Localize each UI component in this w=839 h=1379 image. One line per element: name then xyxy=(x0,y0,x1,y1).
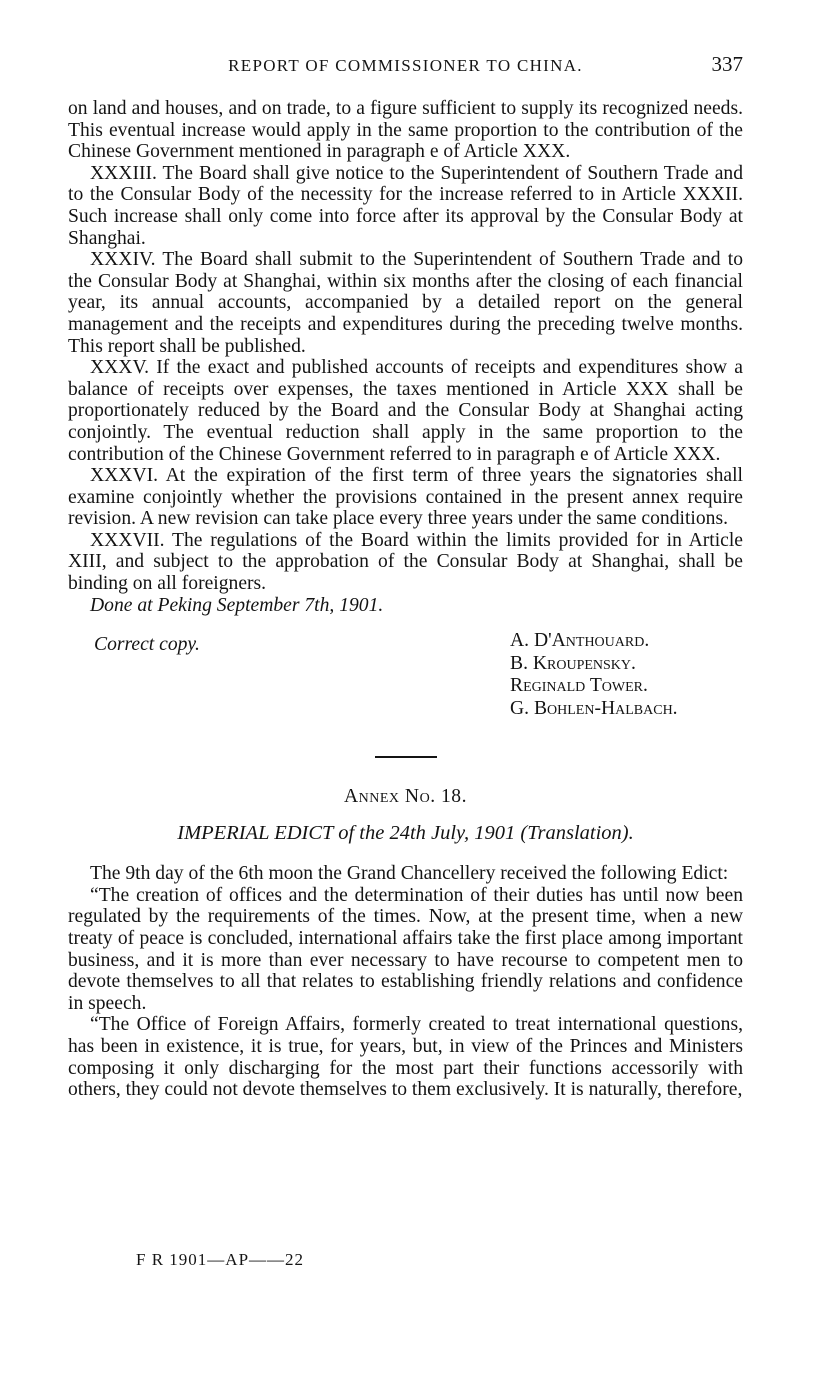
done-at-line: Done at Peking September 7th, 1901. xyxy=(90,594,384,616)
paragraph-continuation: on land and houses, and on trade, to a figure sufficient to supply its recognized needs. This eventual increase would apply in the same proportion to the contribution of the Chinese Government mentioned in paragraph e of Article XXX. xyxy=(68,98,743,163)
edict-title: IMPERIAL EDICT of the 24th July, 1901 (Translation). xyxy=(177,822,634,845)
article-xxxvii: XXXVII. The regulations of the Board within the limits provided for in Article XIII, and subject to the approbation of the Consular Body at Shanghai, shall be binding on all foreigners. xyxy=(68,529,743,595)
section-divider xyxy=(375,756,437,758)
signatory: Reginald Tower. xyxy=(510,675,648,697)
signature-mark: F R 1901—AP——22 xyxy=(136,1250,305,1269)
signatory: A. D'Anthouard. xyxy=(510,630,650,652)
signatory-list xyxy=(510,630,678,720)
signature-block xyxy=(68,630,743,728)
header-title: REPORT OF COMMISSIONER TO CHINA. xyxy=(228,56,583,75)
article-xxxiv: XXXIV. The Board shall submit to the Superintendent of Southern Trade and to the Consular Body at Shanghai, within six months after the closing of each financial year, its annual accounts, accompanied by a detailed report on the general management and the receipts and expenditures during the preceding twelve months. This report shall be published. xyxy=(68,249,743,357)
page-body xyxy=(68,98,743,1101)
edict-intro: The 9th day of the 6th moon the Grand Chancellery received the following Edict: xyxy=(90,863,729,885)
correct-copy-note: Correct copy. xyxy=(94,634,200,656)
signatory: G. Bohlen-Halbach. xyxy=(510,697,678,719)
signatory: B. Kroupensky. xyxy=(510,652,636,674)
page-number: 337 xyxy=(711,52,743,76)
edict-paragraph: “The Office of Foreign Affairs, formerly created to treat international questions, has been in existence, it is true, for years, but, in view of the Princes and Ministers composing it only discharging for the most part their functions accessorily with others, they could not devote themselves to them exclusively. It is naturally, therefore, xyxy=(68,1014,743,1101)
article-xxxvi: XXXVI. At the expiration of the first term of three years the signatories shall examine conjointly whether the provisions contained in the present annex require revision. A new revision can take place every three years under the same conditions. xyxy=(68,465,743,530)
annex-title: Annex No. 18. xyxy=(344,786,467,808)
edict-paragraph: “The creation of offices and the determination of their duties has until now been regulated by the requirements of the times. Now, at the present time, when a new treaty of peace is concluded, international affairs take the first place among important business, and it is more than ever necessary to have recourse to competent men to devote themselves to all that relates to establishing friendly relations and confidence in speech. xyxy=(68,884,743,1014)
article-xxxiii: XXXIII. The Board shall give notice to the Superintendent of Southern Trade and to the Consular Body of the necessity for the increase referred to in Article XXXII. Such increase shall only come into force after its approval by the Consular Body at Shanghai. xyxy=(68,162,743,249)
running-header xyxy=(68,52,743,82)
article-xxxv: XXXV. If the exact and published accounts of receipts and expenditures show a balance of receipts over expenses, the taxes mentioned in Article XXX shall be proportionately reduced by the Board and the Consular Body at Shanghai acting conjointly. The eventual reduction shall apply in the same proportion to the contribution of the Chinese Government referred to in paragraph e of Article XXX. xyxy=(68,357,743,465)
